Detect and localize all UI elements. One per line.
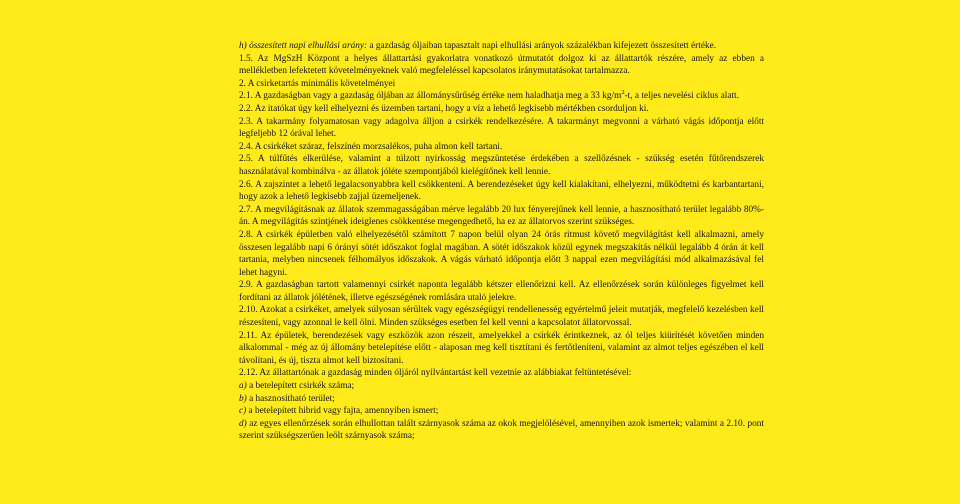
list-item-label: c) [239,406,247,417]
list-item-label: a) [239,381,247,392]
list-item-b [239,393,764,406]
paragraph-2-12: 2.12. Az állattartónak a gazdaság minden óljáról nyilvántartást kell vezetnie az alábbiakat feltüntetésével: [239,368,632,379]
definition-text: a gazdaság óljaiban tapasztalt napi elhullási arányok százalékban kifejezett összesített értéke. [367,41,717,51]
paragraph-2-9: 2.9. A gazdaságban tartott valamennyi csirkét naponta legalább kétszer ellenőrizni kell. Az ellenőrzések során különleges figyelmet kell fordítani az állatok jólétének, illetve egészségének romlására utaló jelekre. [239,280,764,303]
paragraph-2-6: 2.6. A zajszintet a lehető legalacsonyabbra kell csökkenteni. A berendezéseket úgy kell kialakítani, elhelyezni, működtetni és karbantartani, hogy azok a lehető legkisebb zajjal üzemeljenek. [239,179,764,203]
list-item-a [239,380,764,393]
document-body [239,40,764,443]
paragraph-2-5: 2.5. A túlfűtés elkerülése, valamint a túlzott nyirkosság megszüntetése érdekében a szellőzésnek - szükség esetén fűtőrendszerek használatával kombinálva - az állatok jóléte szempontjából kielégítőnek kell lennie. [239,154,764,177]
list-item-label: b) [239,393,247,404]
section-heading-2: 2. A csirketartás minimális követelményei [239,78,396,89]
paragraph-2-4: 2.4. A csirkéket száraz, felszínén morzsalékos, puha almon kell tartani. [239,141,503,152]
superscript: 2 [621,89,625,97]
paragraph-1-5: 1.5. Az MgSzH Központ a helyes állattartási gyakorlatra vonatkozó útmutatót dolgoz ki az állattartók részére, amely az ebben a mellékletben lefektetett követelményeknek való megfeleléssel kapcsolatos iránymutatásokat tartalmazza. [239,53,764,77]
list-item-d [239,418,764,443]
paragraph-2-3: 2.3. A takarmány folyamatosan vagy adagolva álljon a csirkék rendelkezésére. A takarmányt megvonni a várható vágás időpontja előtt legfeljebb 12 órával lehet. [239,116,764,140]
paragraph-2-7: 2.7. A megvilágításnak az állatok szemmagasságában mérve legalább 20 lux fényerejűnek kell lennie, a hasznosítható terület legalább 80%-án. A megvilágítás szintjének ideiglenes csökkentése megengedhető, ha ez az állatorvos szerint szükséges. [239,204,764,228]
list-item-text: az egyes ellenőrzések során elhullottan talált szárnyasok száma az okok megjelölésével, amennyiben azok ismertek; valamint a 2.10. pont szerint szükségszerűen leölt szárnyasok száma; [239,418,764,442]
list-item-c [239,405,764,418]
paragraph-2-1-text: 2.1. A gazdaságban vagy a gazdaság óljában az állománysűrűség értéke nem haladhatja meg a 33 kg/m [239,91,622,102]
paragraph-2-2: 2.2. Az itatókat úgy kell elhelyezni és üzemben tartani, hogy a víz a lehető legkisebb mértékben csorduljon ki. [239,103,649,114]
paragraph-h [239,40,764,53]
paragraph-2-11: 2.11. Az épületek, berendezések vagy eszközök azon részeit, amelyekkel a csirkék érintkeznek, az ól teljes kiürítését követően minden alkalommal - még az új állomány betelepítése előtt - alaposan meg kell tisztítani és fertőtleníteni, valamint az almot teljes egészében el kell távolítani, és új, tiszta almot kell biztosítani. [239,330,764,366]
list-item-label: d) [239,418,247,429]
paragraph-2-8: 2.8. A csirkék épületben való elhelyezésétől számított 7 napon belül olyan 24 órás ritmust követő megvilágítást kell alkalmazni, amely összesen legalább napi 6 órányi sötét időszakot foglal magában. A sötét időszakok közül egynek megszakítás nélkül legalább 4 órán át kell tartania, melyben nincsenek félhomályos időszakok. A vágás várható időpontja előtt 3 nappal ezen megvilágítási mód alkalmazásával fel lehet hagyni. [239,229,764,278]
list-item-text: a betelepített csirkék száma; [246,381,355,392]
paragraph-2-10: 2.10. Azokat a csirkéket, amelyek súlyosan sérültek vagy egészségügyi rendellenesség egyértelmű jeleit mutatják, megfelelő kezelésben kell részesíteni, vagy azonnal le kell ölni. Minden szükséges esetben fel kell venni a kapcsolatot állatorvossal. [239,305,764,329]
list-item-text: a hasznosítható terület; [246,393,335,404]
paragraph-2-1-tail: -t, a teljes nevelési ciklus alatt. [624,91,739,102]
list-item-text: a betelepített hibrid vagy fajta, amennyiben ismert; [246,406,439,417]
definition-term: h) összesített napi elhullási arány: [239,41,368,51]
paragraph-2-1 [239,90,764,103]
